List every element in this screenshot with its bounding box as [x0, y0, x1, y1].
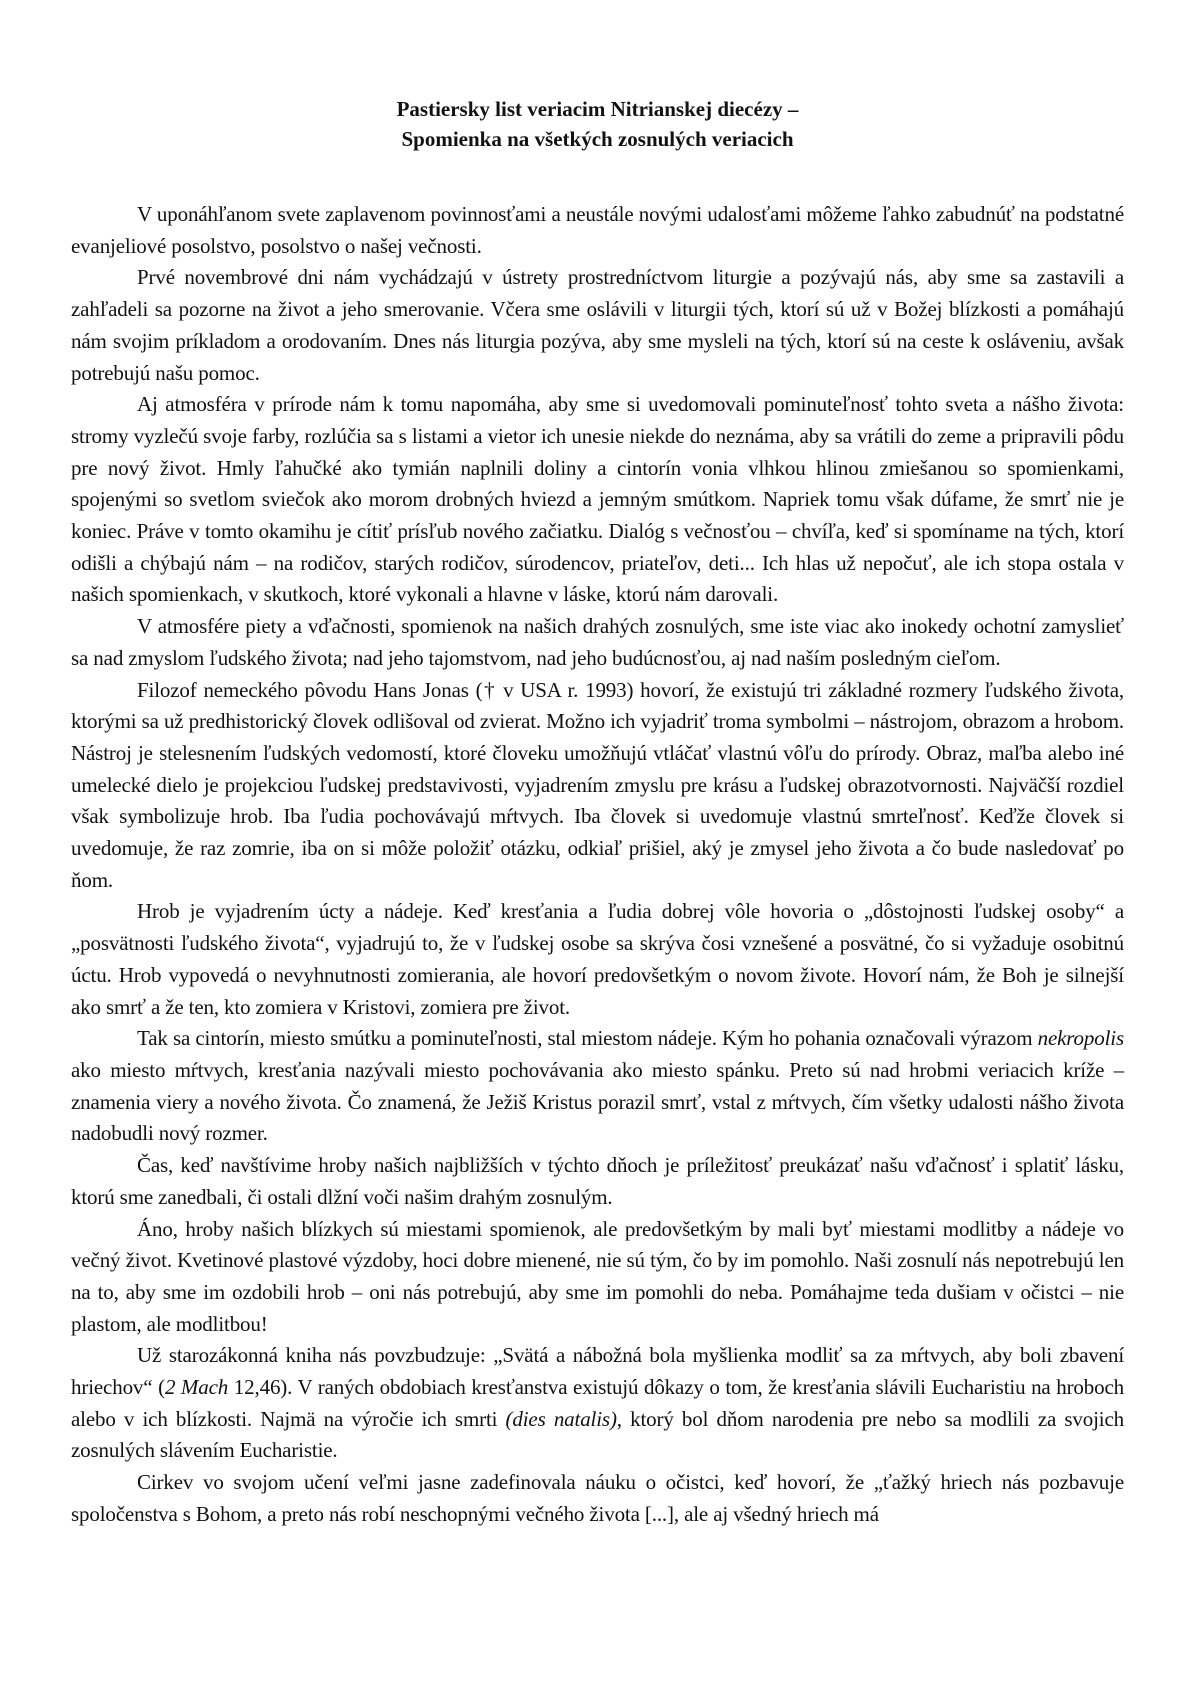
text-run: , ktorý bol dňom narodenia pre nebo sa modlili za svojich zosnulých slávením Eucharistie. [71, 1406, 1124, 1463]
paragraph [71, 1150, 1124, 1213]
italic-text-run: (dies natalis) [505, 1406, 617, 1431]
text-run: V atmosfére piety a vďačnosti, spomienok na našich drahých zosnulých, sme iste viac ako inokedy ochotní zamyslieť sa nad zmyslom ľudského života; nad jeho tajomstvom, nad jeho budúcnosťou, aj nad naším posledným cieľom. [71, 614, 1124, 670]
text-run: Áno, hroby našich blízkych sú miestami spomienok, ale predovšetkým by mali byť miestami modlitby a nádeje vo večný život. Kvetinové plastové výzdoby, hoci dobre mienené, nie sú tým, čo by im pomohlo. Naši zosnulí nás nepotrebujú len na to, aby sme im ozdobili hrob – oni nás potrebujú, aby sme im pomohli do neba. Pomáhajme teda dušiam v očistci – nie plastom, ale modlitbou! [71, 1216, 1124, 1336]
text-run: Prvé novembrové dni nám vychádzajú v ústrety prostredníctvom liturgie a pozývajú nás, aby sme sa zastavili a zahľadeli sa pozorne na život a jeho smerovanie. Včera sme oslávili v liturgii tých, ktorí sú už v Božej blízkosti a pomáhajú nám svojim príkladom a orodovaním. Dnes nás liturgia pozýva, aby sme mysleli na tých, ktorí sú na ceste k osláveniu, avšak potrebujú našu pomoc. [71, 265, 1124, 385]
text-run: Tak sa cintorín, miesto smútku a pominuteľnosti, stal miestom nádeje. Kým ho pohania označovali výrazom [137, 1026, 1038, 1051]
paragraph [71, 262, 1124, 389]
text-run: 12,46). V raných obdobiach kresťanstva existujú dôkazy o tom, že kresťania slávili Eucharistiu na hroboch alebo v ich blízkosti. Najmä na výročie ich smrti [71, 1375, 1124, 1431]
paragraph [71, 1214, 1124, 1341]
paragraph [71, 1340, 1124, 1467]
title-line-1: Pastiersky list veriacim Nitrianskej diecézy – [396, 97, 799, 121]
document-title [71, 94, 1124, 154]
text-run: ako miesto mŕtvych, kresťania nazývali miesto pochovávania ako miesto spánku. Preto sú nad hrobmi veriacich kríže – znamenia viery a nového života. Čo znamená, že Ježiš Kristus porazil smrť, vstal z mŕtvych, čím všetky udalosti nášho života nadobudli nový rozmer. [71, 1057, 1124, 1146]
text-run: V uponáhľanom svete zaplavenom povinnosťami a neustále novými udalosťami môžeme ľahko zabudnúť na podstatné evanjeliové posolstvo, posolstvo o našej večnosti. [71, 202, 1124, 258]
text-run: Aj atmosféra v prírode nám k tomu napomáha, aby sme si uvedomovali pominuteľnosť tohto sveta a nášho života: stromy vyzlečú svoje farby, rozlúčia sa s listami a vietor ich unesie niekde do neznáma, aby sa vrátili do zeme a pripravili pôdu pre nový život. Hmly ľahučké ako tymián naplnili doliny a cintorín vonia vlhkou hlinou zmiešanou so spomienkami, spojenými so svetlom sviečok ako morom drobných hviezd a jemným smútkom. Napriek tomu však dúfame, že smrť nie je koniec. Práve v tomto okamihu je cítiť prísľub nového začiatku. Dialóg s večnosťou – chvíľa, keď si spomíname na tých, ktorí odišli a chýbajú nám – na rodičov, starých rodičov, súrodencov, priateľov, deti... Ich hlas už nepočuť, ale ich stopa ostala v našich spomienkach, v skutkoch, ktoré vykonali a hlavne v láske, ktorú nám darovali. [71, 392, 1124, 607]
document-body [71, 199, 1124, 1531]
text-run: Čas, keď navštívime hroby našich najbližších v týchto dňoch je príležitosť preukázať našu vďačnosť i splatiť lásku, ktorú sme zanedbali, či ostali dlžní voči našim drahým zosnulým. [71, 1153, 1124, 1209]
text-run: Už starozákonná kniha nás povzbudzuje: „Svätá a nábožná bola myšlienka modliť sa za mŕtvych, aby boli zbavení hriechov“ ( [71, 1343, 1124, 1400]
paragraph [71, 199, 1124, 262]
italic-text-run: 2 Mach [164, 1375, 229, 1400]
paragraph [71, 896, 1124, 1023]
paragraph [71, 1023, 1124, 1150]
paragraph [71, 389, 1124, 611]
italic-text-run: nekropolis [1037, 1026, 1124, 1051]
text-run: Hrob je vyjadrením úcty a nádeje. Keď kresťania a ľudia dobrej vôle hovoria o „dôstojnosti ľudskej osoby“ a „posvätnosti ľudského života“, vyjadrujú to, že v ľudskej osobe sa skrýva čosi vznešené a posvätné, čo si vyžaduje osobitnú úctu. Hrob vypovedá o nevyhnutnosti zomierania, ale hovorí predovšetkým o novom živote. Hovorí nám, že Boh je silnejší ako smrť a že ten, kto zomiera v Kristovi, zomiera pre život. [71, 899, 1124, 1019]
title-line-2: Spomienka na všetkých zosnulých veriacich [401, 127, 794, 151]
paragraph [71, 611, 1124, 674]
paragraph [71, 675, 1124, 897]
text-run: Cirkev vo svojom učení veľmi jasne zadefinovala náuku o očistci, keď hovorí, že „ťažký hriech nás pozbavuje spoločenstva s Bohom, a preto nás robí neschopnými večného života [...], ale aj všedný hriech má [71, 1470, 1124, 1526]
paragraph [71, 1467, 1124, 1530]
text-run: Filozof nemeckého pôvodu Hans Jonas († v USA r. 1993) hovorí, že existujú tri základné rozmery ľudského života, ktorými sa už predhistorický človek odlišoval od zvierat. Možno ich vyjadriť troma symbolmi – nástrojom, obrazom a hrobom. Nástroj je stelesnením ľudských vedomostí, ktoré človeku umožňujú vtláčať vlastnú vôľu do prírody. Obraz, maľba alebo iné umelecké dielo je projekciou ľudskej predstavivosti, vyjadrením zmyslu pre krásu a ľudskej obrazotvornosti. Najväčší rozdiel však symbolizuje hrob. Iba ľudia pochovávajú mŕtvych. Iba človek si uvedomuje vlastnú smrteľnosť. Keďže človek si uvedomuje, že raz zomrie, iba on si môže položiť otázku, odkiaľ prišiel, aký je zmysel jeho života a čo bude nasledovať po ňom. [71, 677, 1124, 892]
